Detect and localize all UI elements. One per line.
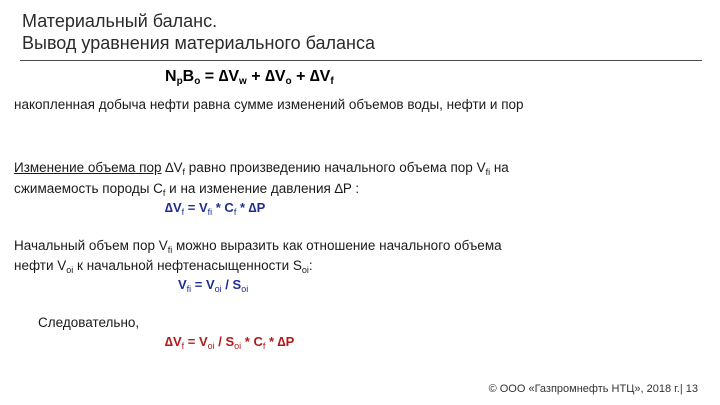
block2-line2: нефти $V_{oi}$ к начальной нефтенасыщенности $S_{oi}$: [14,258,313,275]
final-formula: $\Delta V_f = V_{oi} / S_{oi} * C_f * \Delta P$ [165,334,295,351]
block1-line2: сжимаемость породы $C_f$ и на изменение давления ∆P : [14,181,360,198]
pore-volume-change-formula: $\Delta V_f = V_{fi} * C_f * \Delta P$ [165,200,266,217]
slide-title [22,10,375,54]
title-line-1: Материальный баланс. [22,11,218,31]
footer-copyright: © ООО «Газпромнефть НТЦ», 2018 г.| 13 [488,383,698,395]
block1-line1: Изменение объема пор $\Delta V_f$ равно произведению начального объема пор $V_{fi}$ на [14,160,509,177]
title-line-2: Вывод уравнения материального баланса [22,33,376,53]
conclusion-label: Следовательно, [38,315,140,330]
block2-line1: Начальный объем пор $V_{fi}$ можно выразить как отношение начального объема [14,238,502,255]
title-divider [20,60,702,61]
main-equation: NpBo = ∆Vw + ∆Vo + ∆Vf [165,68,334,87]
initial-pore-volume-formula: $V_{fi} = V_{oi} / S_{oi}$ [178,277,249,294]
equation-explanation: накопленная добыча нефти равна сумме изменений объемов воды, нефти и пор [14,97,524,112]
